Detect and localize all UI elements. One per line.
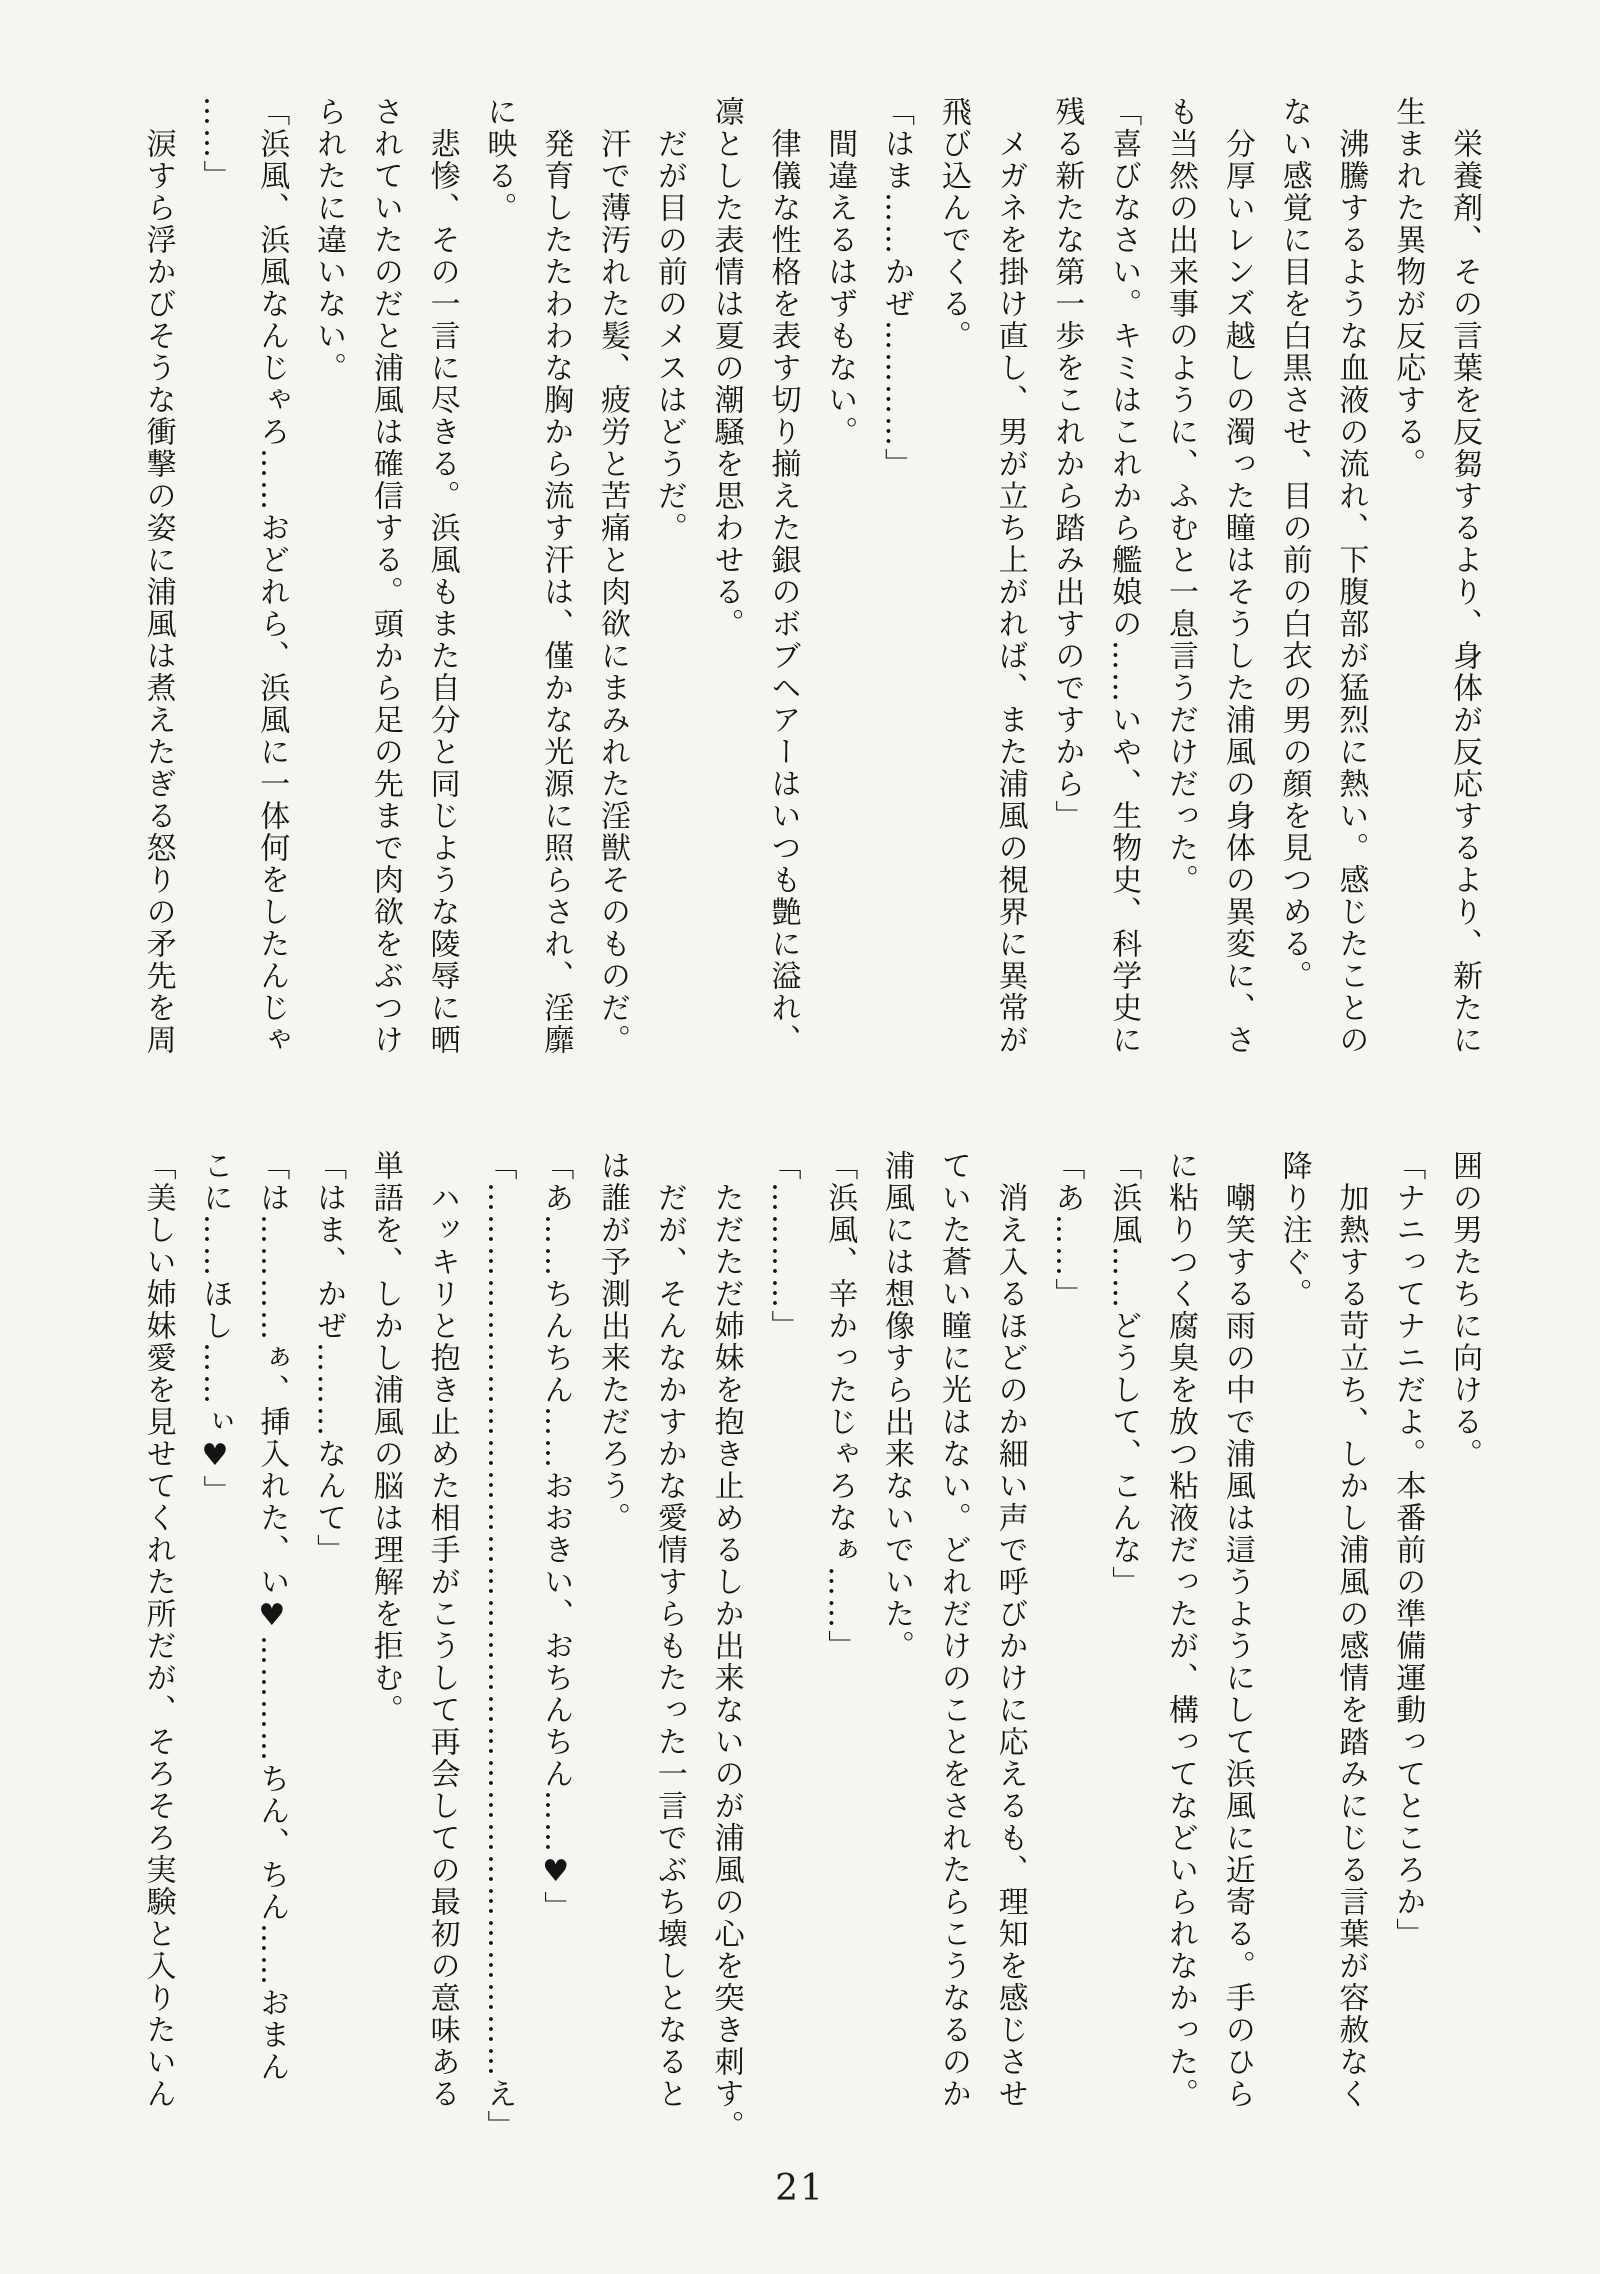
text-column: に映る。 [481, 96, 517, 224]
text-column: 分厚いレンズ越しの濁った瞳はそうした浦風の身体の異変に、さ [1219, 96, 1255, 1056]
text-column: 悲惨、その一言に尽きる。浜風もまた自分と同じような陵辱に晒 [424, 96, 460, 1056]
text-column: に粘りつく腐臭を放つ粘液だったが、構ってなどいられなかった。 [1163, 1150, 1199, 2110]
text-column: ハッキリと抱き止めた相手がこうして再会しての最初の意味ある [424, 1150, 460, 2110]
text-column: 「はま、かぜ………なんて」 [311, 1150, 347, 1566]
text-column: 「美しい姉妹愛を見せてくれた所だが、そろそろ実験と入りたいん [140, 1150, 176, 2110]
text-column: 「はま……かぜ…………」 [879, 96, 915, 480]
text-column: も当然の出来事のように、ふむと一息言うだけだった。 [1163, 96, 1199, 896]
text-block-top [127, 96, 1492, 1136]
text-column: メガネを掛け直し、男が立ち上がれば、また浦風の視界に異常が [992, 96, 1028, 1056]
text-column: 残る新たな第一歩をこれから踏み出すのですから」 [1049, 96, 1085, 832]
text-column: 栄養剤、その言葉を反芻するより、身体が反応するより、新たに [1447, 96, 1482, 1056]
text-column: は誰が予測出来ただろう。 [595, 1150, 631, 1534]
text-column: 消え入るほどのか細い声で呼びかけに応えるも、理知を感じさせ [992, 1150, 1028, 2110]
text-column: ていた蒼い瞳に光はない。どれだけのことをされたらこうなるのか [935, 1150, 971, 2110]
text-column: こに……ほし……ぃ♥」 [197, 1150, 233, 1507]
text-column: 「…………………………………………………………………………え」 [481, 1150, 517, 2142]
text-column: 加熱する苛立ち、しかし浦風の感情を踏みにじる言葉が容赦なく [1333, 1150, 1369, 2110]
text-column: 単語を、しかし浦風の脳は理解を拒む。 [367, 1150, 403, 1726]
text-column: 間違えるはずもない。 [822, 96, 858, 448]
text-column: 嘲笑する雨の中で浦風は這うようにして浜風に近寄る。手のひら [1219, 1150, 1255, 2110]
text-column: ……」 [197, 96, 233, 192]
text-column: されていたのだと浦風は確信する。頭から足の先まで肉欲をぶつけ [367, 96, 403, 1056]
text-column: 発育したたわわな胸から流す汗は、僅かな光源に照らされ、淫靡 [538, 96, 574, 1056]
text-column: 「…………」 [765, 1150, 801, 1342]
text-column: 律儀な性格を表す切り揃えた銀のボブヘアーはいつも艶に溢れ、 [765, 96, 801, 1056]
text-column: 涙すら浮かびそうな衝撃の姿に浦風は煮えたぎる怒りの矛先を周 [140, 96, 176, 1056]
text-column: 沸騰するような血液の流れ、下腹部が猛烈に熱い。感じたことの [1333, 96, 1369, 1056]
page-number: 21 [775, 2168, 825, 2209]
text-column: だが目の前のメスはどうだ。 [651, 96, 687, 544]
text-column: 「ナニってナニだよ。本番前の準備運動ってところか」 [1390, 1150, 1426, 1950]
text-column: ただただ姉妹を抱き止めるしか出来ないのが浦風の心を突き刺す。 [708, 1150, 744, 2142]
text-column: 飛び込んでくる。 [935, 96, 971, 352]
text-column: 「浜風、辛かったじゃろなぁ……」 [822, 1150, 858, 1662]
text-column: 「喜びなさい。キミはこれから艦娘の……いや、生物史、科学史に [1106, 96, 1142, 1056]
text-column: 降り注ぐ。 [1276, 1150, 1312, 1310]
text-column: 「あ……ちんちん……おおきい、おちんちん……♥」 [538, 1150, 574, 1923]
text-column: 「浜風……どうして、こんな」 [1106, 1150, 1142, 1598]
text-column: 「あ……」 [1049, 1150, 1085, 1310]
text-block-bottom [127, 1150, 1492, 2195]
text-column: 「は…………ぁ、挿入れた、い♥…………ちん、ちん……おまん [254, 1150, 290, 2083]
text-column: 汗で薄汚れた髪、疲労と苦痛と肉欲にまみれた淫獣そのものだ。 [595, 96, 631, 1056]
text-column: ない感覚に目を白黒させ、目の前の白衣の男の顔を見つめる。 [1276, 96, 1312, 992]
text-column: られたに違いない。 [311, 96, 347, 384]
text-column: 浦風には想像すら出来ないでいた。 [879, 1150, 915, 1662]
text-column: 生まれた異物が反応する。 [1390, 96, 1426, 480]
text-column: 「浜風、浜風なんじゃろ……おどれら、浜風に一体何をしたんじゃ [254, 96, 290, 1056]
text-column: だが、そんなかすかな愛情すらもたった一言でぶち壊しとなると [651, 1150, 687, 2110]
text-column: 囲の男たちに向ける。 [1447, 1150, 1482, 1470]
text-column: 凛とした表情は夏の潮騒を思わせる。 [708, 96, 744, 640]
